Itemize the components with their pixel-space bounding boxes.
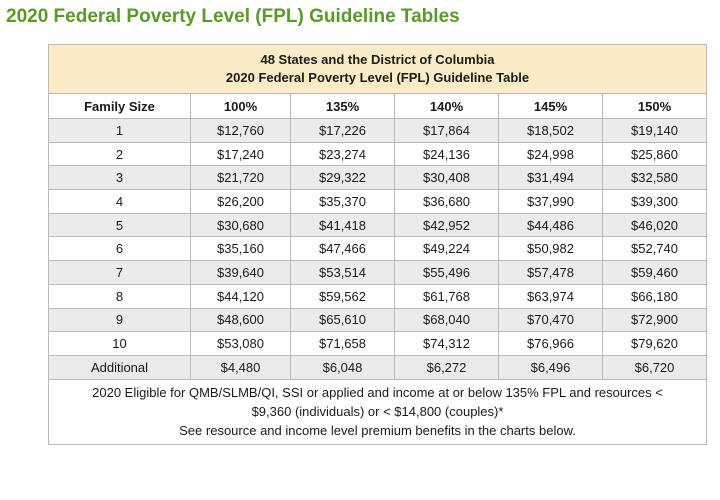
table-row [49, 261, 707, 285]
column-header-140: 140% [395, 94, 499, 119]
income-cell: $53,514 [291, 261, 395, 285]
income-cell: $52,740 [603, 237, 707, 261]
family-size-cell: 8 [49, 284, 191, 308]
income-cell: $47,466 [291, 237, 395, 261]
table-caption-title: 2020 Federal Poverty Level (FPL) Guideline Table [225, 70, 530, 85]
table-row [49, 332, 707, 356]
income-cell: $49,224 [395, 237, 499, 261]
income-cell: $21,720 [191, 166, 291, 190]
income-cell: $46,020 [603, 213, 707, 237]
income-cell: $32,580 [603, 166, 707, 190]
column-header-145: 145% [499, 94, 603, 119]
income-cell: $68,040 [395, 308, 499, 332]
table-row [49, 166, 707, 190]
income-cell: $6,048 [291, 355, 395, 379]
income-cell: $79,620 [603, 332, 707, 356]
eligibility-note-line2: $9,360 (individuals) or < $14,800 (couples)* [251, 404, 504, 420]
income-cell: $35,370 [291, 190, 395, 214]
income-cell: $26,200 [191, 190, 291, 214]
column-header-135: 135% [291, 94, 395, 119]
income-cell: $44,120 [191, 284, 291, 308]
income-cell: $44,486 [499, 213, 603, 237]
income-cell: $53,080 [191, 332, 291, 356]
income-cell: $50,982 [499, 237, 603, 261]
family-size-cell: 5 [49, 213, 191, 237]
income-cell: $4,480 [191, 355, 291, 379]
table-row [49, 237, 707, 261]
eligibility-note-line1: 2020 Eligible for QMB/SLMB/QI, SSI or applied and income at or below 135% FPL and resources < [92, 385, 663, 401]
income-cell: $24,998 [499, 142, 603, 166]
income-cell: $12,760 [191, 119, 291, 143]
table-row [49, 142, 707, 166]
income-cell: $39,300 [603, 190, 707, 214]
family-size-cell: 3 [49, 166, 191, 190]
header-row [49, 94, 707, 119]
income-cell: $24,136 [395, 142, 499, 166]
table-row [49, 190, 707, 214]
income-cell: $6,272 [395, 355, 499, 379]
eligibility-note-line3: See resource and income level premium benefits in the charts below. [179, 423, 576, 439]
eligibility-note [49, 379, 707, 444]
table-row [49, 213, 707, 237]
income-cell: $25,860 [603, 142, 707, 166]
income-cell: $6,720 [603, 355, 707, 379]
income-cell: $19,140 [603, 119, 707, 143]
family-size-cell: Additional [49, 355, 191, 379]
income-cell: $41,418 [291, 213, 395, 237]
income-cell: $31,494 [499, 166, 603, 190]
income-cell: $63,974 [499, 284, 603, 308]
column-header-family-size: Family Size [49, 94, 191, 119]
family-size-cell: 9 [49, 308, 191, 332]
income-cell: $39,640 [191, 261, 291, 285]
income-cell: $55,496 [395, 261, 499, 285]
income-cell: $61,768 [395, 284, 499, 308]
income-cell: $17,226 [291, 119, 395, 143]
income-cell: $17,240 [191, 142, 291, 166]
family-size-cell: 4 [49, 190, 191, 214]
income-cell: $35,160 [191, 237, 291, 261]
family-size-cell: 2 [49, 142, 191, 166]
page-title: 2020 Federal Poverty Level (FPL) Guideline Tables [6, 6, 460, 27]
income-cell: $72,900 [603, 308, 707, 332]
income-cell: $17,864 [395, 119, 499, 143]
table-row [49, 355, 707, 379]
table-body [49, 119, 707, 380]
table-caption [49, 45, 707, 94]
income-cell: $66,180 [603, 284, 707, 308]
income-cell: $57,478 [499, 261, 603, 285]
table-row [49, 119, 707, 143]
table-row [49, 284, 707, 308]
column-header-100: 100% [191, 94, 291, 119]
income-cell: $30,680 [191, 213, 291, 237]
income-cell: $37,990 [499, 190, 603, 214]
income-cell: $29,322 [291, 166, 395, 190]
fpl-guideline-table [48, 44, 707, 445]
family-size-cell: 7 [49, 261, 191, 285]
income-cell: $42,952 [395, 213, 499, 237]
family-size-cell: 6 [49, 237, 191, 261]
income-cell: $30,408 [395, 166, 499, 190]
income-cell: $59,562 [291, 284, 395, 308]
income-cell: $74,312 [395, 332, 499, 356]
income-cell: $76,966 [499, 332, 603, 356]
income-cell: $36,680 [395, 190, 499, 214]
family-size-cell: 10 [49, 332, 191, 356]
family-size-cell: 1 [49, 119, 191, 143]
column-header-150: 150% [603, 94, 707, 119]
income-cell: $18,502 [499, 119, 603, 143]
income-cell: $48,600 [191, 308, 291, 332]
table-caption-region: 48 States and the District of Columbia [260, 52, 495, 67]
income-cell: $65,610 [291, 308, 395, 332]
table-row [49, 308, 707, 332]
income-cell: $59,460 [603, 261, 707, 285]
income-cell: $23,274 [291, 142, 395, 166]
income-cell: $6,496 [499, 355, 603, 379]
income-cell: $70,470 [499, 308, 603, 332]
income-cell: $71,658 [291, 332, 395, 356]
